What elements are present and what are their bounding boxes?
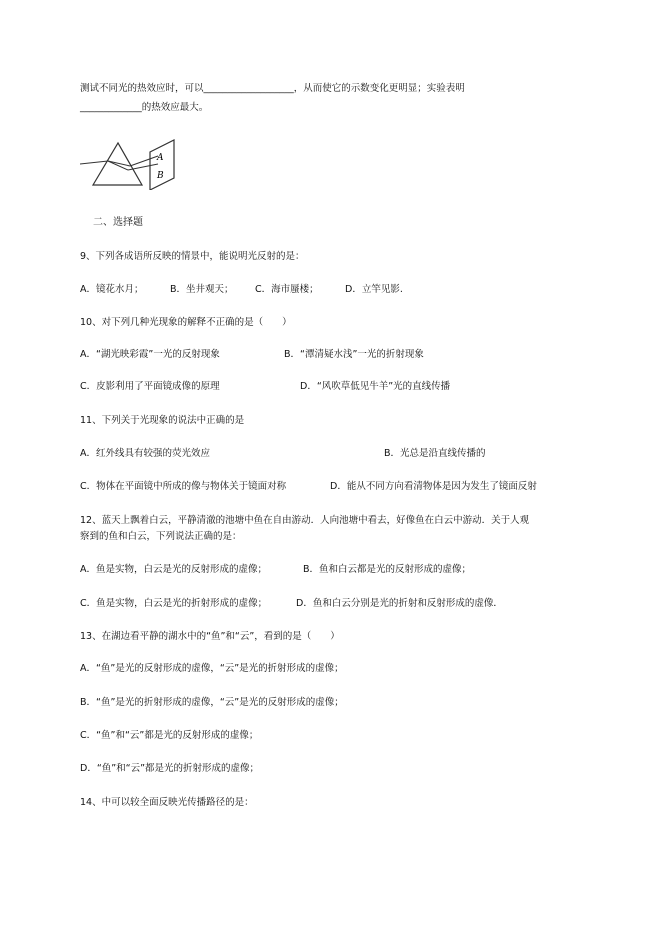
q10-option-a: A．“湖光映彩霞”一光的反射现象 (80, 349, 220, 360)
section-title: 二、选择题 (93, 217, 143, 228)
q9-option-d: D．立竿见影. (345, 284, 403, 295)
q12-option-d: D．鱼和白云分别是光的折射和反射形成的虚像． (296, 598, 503, 609)
q10-option-d: D．“风吹草低见牛羊”光的直线传播 (300, 381, 451, 392)
q13-option-a: A．“鱼”是光的反射形成的虚像，“云”是光的折射形成的虚像； (80, 663, 344, 674)
q13-option-c: C．“鱼”和“云”都是光的反射形成的虚像； (80, 730, 259, 741)
q14-stem: 14、中可以较全面反映光传播路径的是： (80, 797, 254, 808)
intro-line-1: 测试不同光的热效应时，可以___________________，从而使它的示数变化更明显；实验表明 (80, 83, 465, 94)
label-a: A (157, 153, 164, 163)
q11-option-b: B．光总是沿直线传播的 (384, 448, 486, 459)
q12-option-a: A．鱼是实物，白云是光的反射形成的虚像； (80, 564, 267, 575)
q13-stem: 13、在湖边看平静的湖水中的“鱼”和“云”，看到的是（ ） (80, 631, 340, 642)
q9-option-b: B．坐井观天； (170, 284, 234, 295)
q9-option-a: A．镜花水月； (80, 284, 144, 295)
q11-stem: 11、下列关于光现象的说法中正确的是 (80, 415, 245, 426)
prism-figure (80, 138, 190, 193)
q12-stem-line-2: 察到的鱼和白云，下列说法正确的是： (80, 531, 242, 542)
q12-option-c: C．鱼是实物，白云是光的折射形成的虚像； (80, 598, 268, 609)
refracted-ray-2 (108, 161, 128, 170)
q11-option-c: C．物体在平面镜中所成的像与物体关于镜面对称 (80, 481, 287, 492)
q12-option-b: B．鱼和白云都是光的反射形成的虚像； (303, 564, 472, 575)
q10-option-c: C．皮影利用了平面镜成像的原理 (80, 381, 220, 392)
q9-stem: 9、下列各成语所反映的情景中，能说明光反射的是： (80, 251, 305, 262)
q10-option-b: B．“潭清疑水浅”一光的折射现象 (284, 349, 424, 360)
intro-line-2: _____________的热效应最大。 (80, 102, 209, 113)
q11-option-d: D．能从不同方向看清物体是因为发生了镜面反射 (330, 481, 537, 492)
q11-option-a: A．红外线具有较强的荧光效应 (80, 448, 210, 459)
q13-option-b: B．“鱼”是光的折射形成的虚像，“云”是光的反射形成的虚像； (80, 697, 344, 708)
q9-option-c: C．海市蜃楼； (255, 284, 319, 295)
prism-diagram (80, 138, 190, 190)
incident-ray (80, 161, 108, 164)
refracted-ray-1 (108, 161, 130, 166)
q10-stem: 10、对下列几种光现象的解释不正确的是（ ） (80, 317, 292, 328)
label-b: B (157, 171, 164, 181)
q12-stem-line-1: 12、蓝天上飘着白云，平静清澈的池塘中鱼在自由游动．人向池塘中看去，好像鱼在白云中游动．关于人观 (80, 515, 530, 526)
q13-option-d: D．“鱼”和“云”都是光的折射形成的虚像； (80, 763, 260, 774)
